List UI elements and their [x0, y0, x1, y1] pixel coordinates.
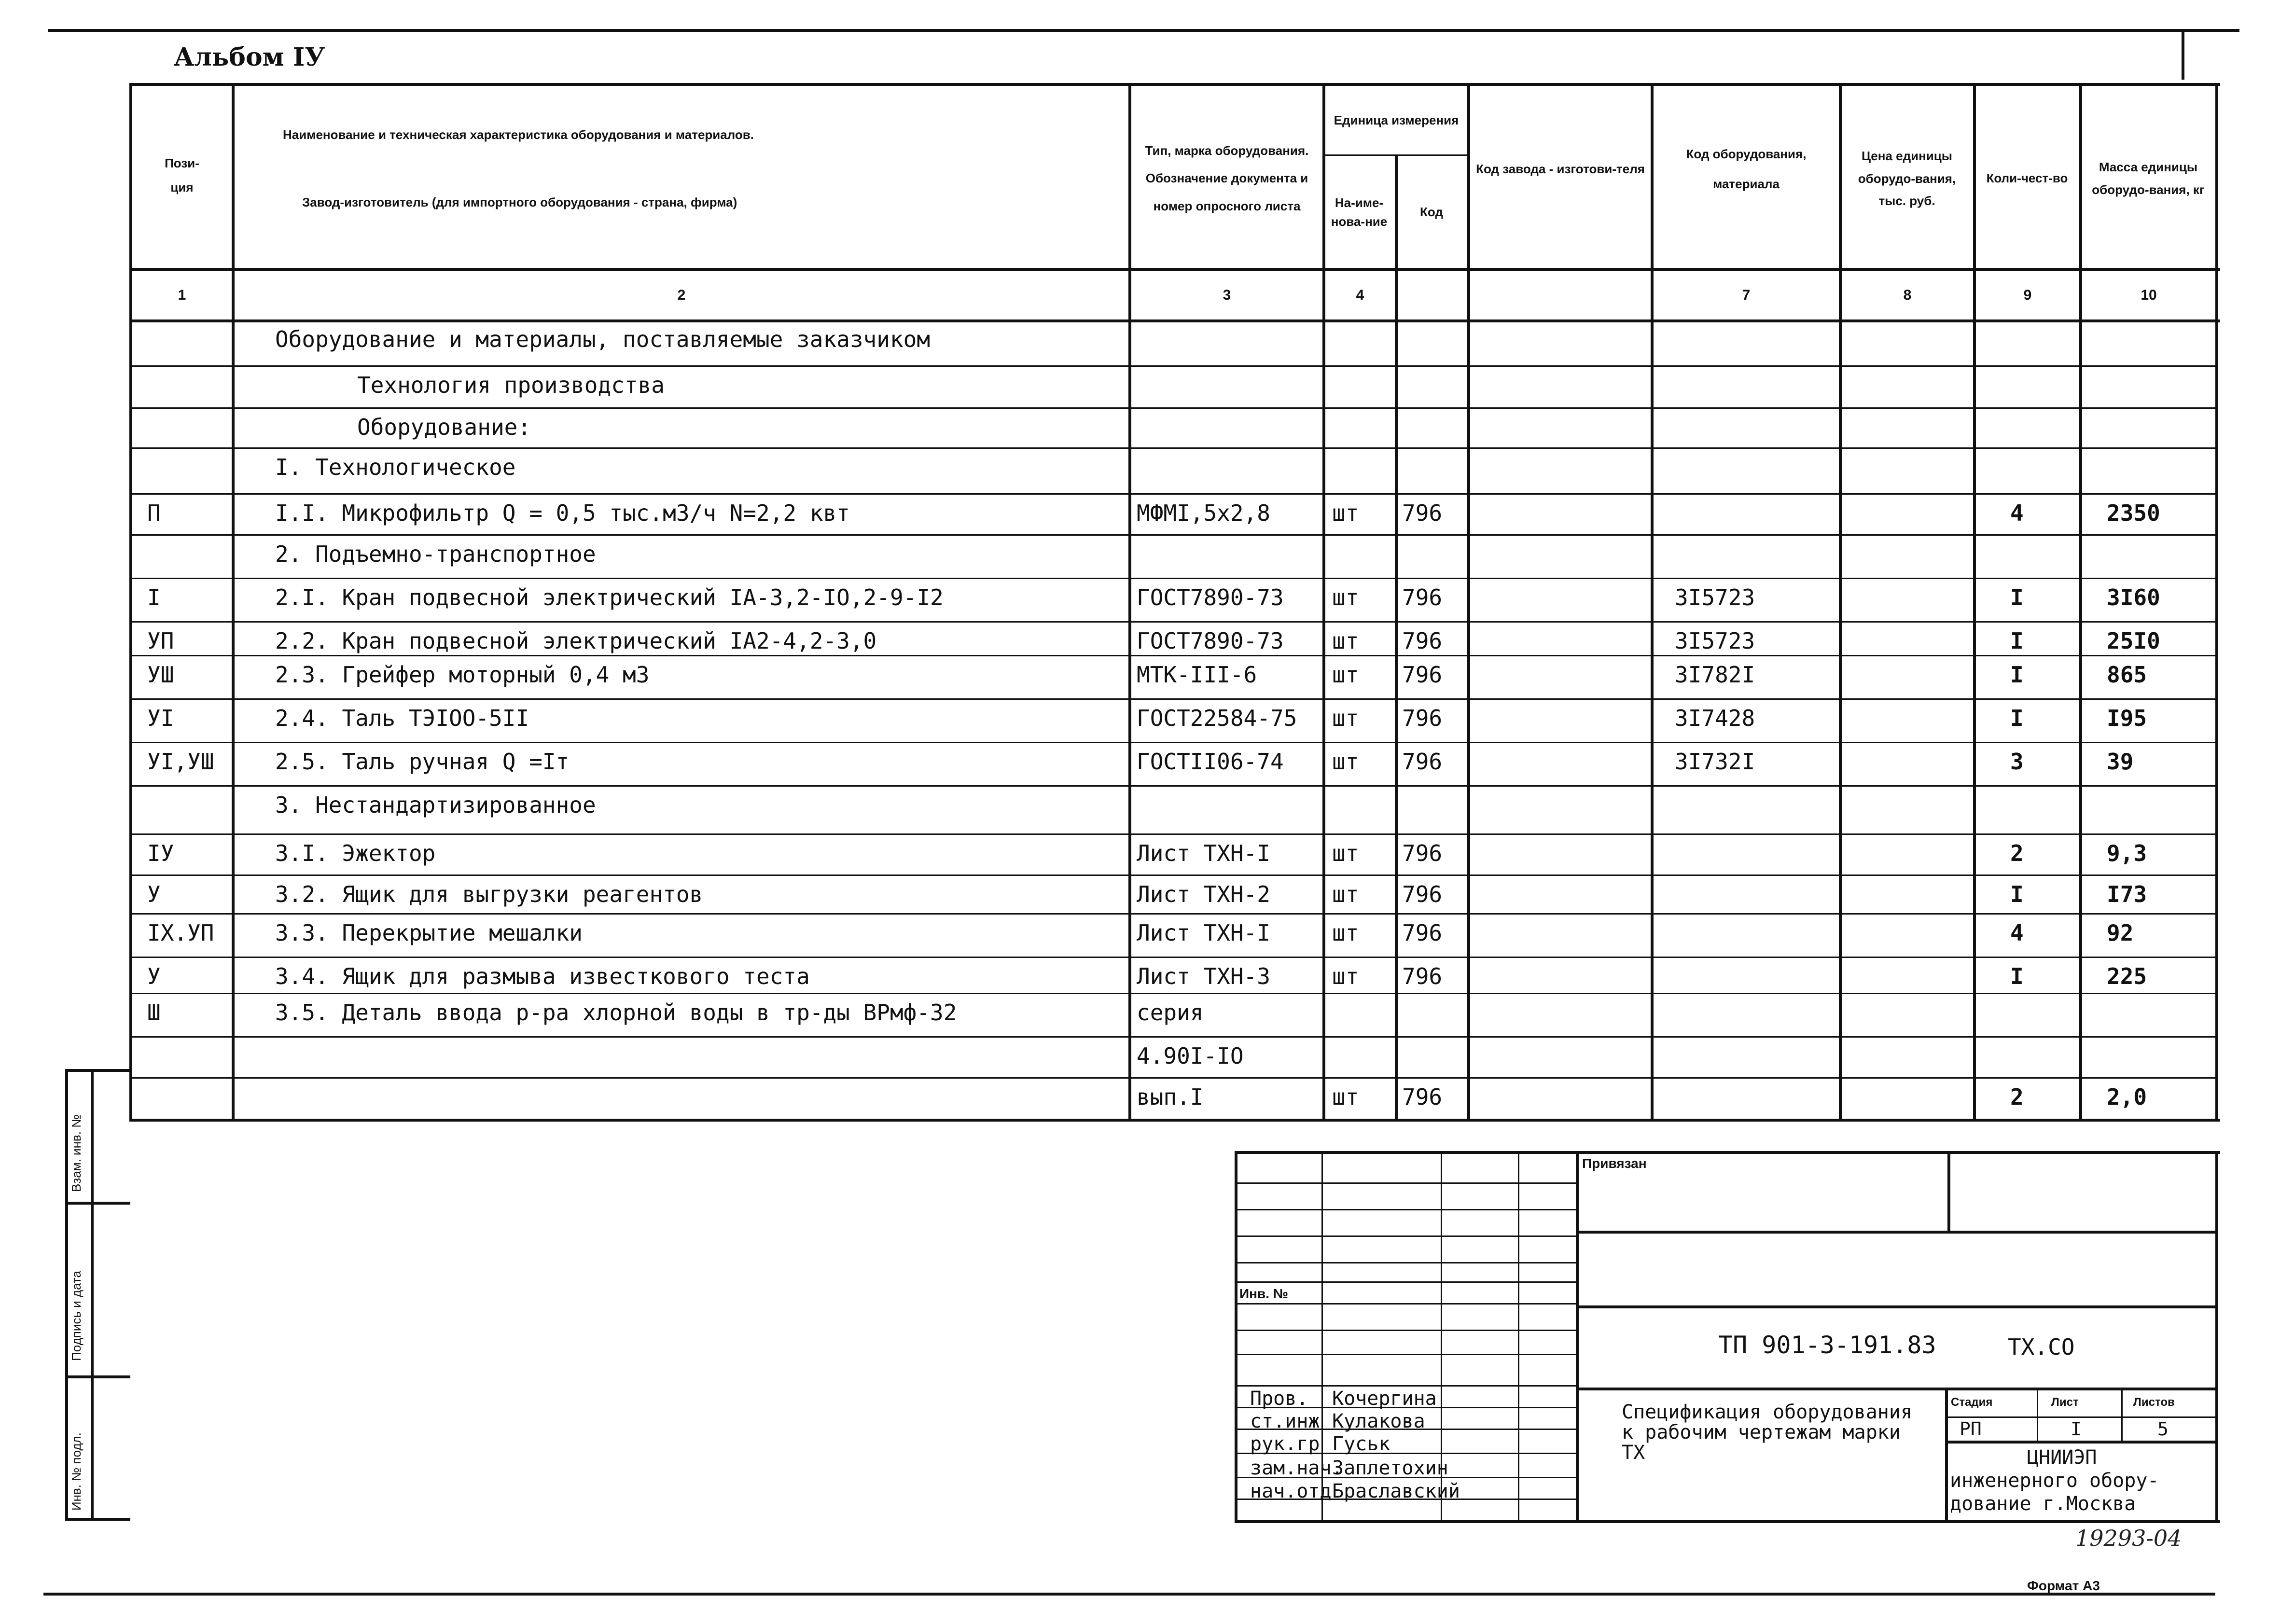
cell-code: 796: [1402, 1084, 1443, 1110]
cell-type: МТК-III-6: [1137, 662, 1257, 688]
cell-mass: 39: [2107, 749, 2134, 775]
tb-grid-line: [1235, 1235, 1576, 1237]
col-line-7: [1839, 83, 1842, 1121]
cell-name: Оборудование:: [357, 414, 531, 440]
header-unit-name: На-име-нова-ние: [1331, 195, 1388, 229]
cell-mass: 225: [2107, 963, 2147, 989]
tb-grid-v3: [1518, 1151, 1519, 1523]
cell-code: 796: [1402, 705, 1443, 731]
top-border: [48, 29, 2239, 32]
tb-left: [1235, 1151, 1237, 1523]
cell-eqcode: 3I5723: [1675, 584, 1755, 611]
cell-code: 796: [1402, 963, 1443, 989]
cell-pos: IУ: [147, 840, 174, 866]
table-top: [129, 83, 2220, 86]
cell-code: 796: [1402, 920, 1443, 946]
cell-code: 796: [1402, 662, 1443, 688]
row-line: [129, 1077, 2217, 1079]
handwritten-number: 19293-04: [2075, 1525, 2182, 1551]
row-line: [129, 742, 2217, 743]
cell-name: 2.5. Таль ручная Q =Iт: [275, 749, 570, 775]
cell-qty: 3: [2010, 749, 2024, 775]
cell-qty: I: [2010, 881, 2024, 907]
side-label-inv-podl: Инв. № подл.: [69, 1432, 83, 1511]
header-equipment-code: Код оборудования, материала: [1686, 146, 1807, 191]
row-line: [129, 993, 2217, 994]
side-label-vzam: Взам. инв. №: [69, 1114, 83, 1192]
privyazan-label: Привязан: [1582, 1156, 1647, 1171]
cell-pos: Ш: [147, 999, 161, 1026]
row-line: [129, 913, 2217, 915]
doc-description: Спецификация оборудования к рабочим чертежам марки ТХ: [1622, 1401, 1913, 1464]
cell-type: МФМI,5х2,8: [1137, 500, 1270, 526]
side-label-podpis: Подпись и дата: [69, 1270, 83, 1361]
cell-unit: шт: [1332, 705, 1359, 731]
header-bottom: [129, 268, 2220, 271]
corner-box-left: [2182, 29, 2184, 80]
cell-pos: УI: [147, 705, 174, 731]
colnum-2: 2: [677, 287, 686, 303]
cell-name: 2.I. Кран подвесной электрический IA-3,2-IO,2-9-I2: [275, 584, 944, 611]
cell-code: 796: [1402, 628, 1443, 654]
person-role: ст.инж: [1250, 1410, 1320, 1432]
album-title: Альбом IУ: [174, 42, 325, 72]
header-unit-group: Единица измерения: [1334, 113, 1459, 128]
cell-type: Лист ТХН-3: [1137, 963, 1270, 989]
cell-qty: I: [2010, 584, 2024, 611]
colnum-9: 9: [2023, 287, 2032, 303]
tb-bottom: [1235, 1520, 2220, 1523]
col-line-2: [1128, 83, 1131, 1121]
cell-code: 796: [1402, 749, 1443, 775]
cell-name: I.I. Микрофильтр Q = 0,5 тыс.м3/ч N=2,2 квт: [275, 500, 850, 526]
tb-privyazan-bottom: [1576, 1231, 2218, 1234]
sheets-value: 5: [2157, 1418, 2169, 1440]
cell-pos: У: [147, 963, 161, 989]
cell-mass: 2350: [2107, 500, 2160, 526]
tb-stage-div2: [2121, 1388, 2123, 1441]
cell-code: 796: [1402, 840, 1443, 866]
col-line-6: [1651, 83, 1654, 1121]
cell-unit: шт: [1332, 1084, 1359, 1110]
cell-name: 2. Подъемно-транспортное: [275, 541, 596, 567]
side-strip-mid: [91, 1069, 94, 1520]
cell-qty: 4: [2010, 920, 2024, 946]
person-name: Кочергина: [1332, 1388, 1437, 1410]
cell-name: 3.I. Эжектор: [275, 840, 436, 866]
cell-type: серия: [1137, 999, 1204, 1026]
cell-name: 2.2. Кран подвесной электрический IA2-4,2-3,0: [275, 628, 877, 654]
tb-stage-mid: [1945, 1416, 2218, 1418]
cell-name: Технология производства: [357, 372, 665, 398]
org-line-2: инженерного обору-: [1950, 1470, 2159, 1492]
row-line: [129, 874, 2217, 876]
row-line: [129, 957, 2217, 958]
tb-privyazan-divider: [1947, 1151, 1950, 1231]
cell-unit: шт: [1332, 662, 1359, 688]
cell-code: 796: [1402, 500, 1443, 526]
cell-type: ГОСТ22584-75: [1137, 705, 1297, 731]
cell-qty: 2: [2010, 840, 2024, 866]
colnum-3: 3: [1223, 287, 1231, 303]
row-line: [129, 534, 2217, 536]
cell-eqcode: 3I782I: [1675, 662, 1755, 688]
cell-name: 3.4. Ящик для размыва известкового теста: [275, 963, 810, 989]
tb-grid-line: [1235, 1303, 1576, 1305]
header-type: Тип, марка оборудования. Обозначение документа и номер опросного листа: [1145, 143, 1309, 213]
person-role: рук.гр: [1250, 1433, 1320, 1455]
person-name: Гуськ: [1332, 1433, 1390, 1455]
tb-grid-line: [1235, 1330, 1576, 1331]
cell-code: 796: [1402, 881, 1443, 907]
cell-name: 2.3. Грейфер моторный 0,4 м3: [275, 662, 650, 688]
cell-mass: 2,0: [2107, 1084, 2147, 1110]
colnum-4: 4: [1356, 287, 1364, 303]
tb-grid-line: [1235, 1209, 1576, 1210]
cell-qty: I: [2010, 963, 2024, 989]
colnum-1: 1: [178, 287, 186, 303]
row-line: [129, 698, 2217, 700]
cell-mass: I95: [2107, 705, 2147, 731]
cell-eqcode: 3I732I: [1675, 749, 1755, 775]
tb-divider: [1576, 1151, 1579, 1523]
tb-code-top: [1576, 1305, 2218, 1308]
cell-type: Лист ТХН-I: [1137, 920, 1270, 946]
colnum-10: 10: [2141, 287, 2157, 303]
row-line: [129, 621, 2217, 623]
cell-unit: шт: [1332, 749, 1359, 775]
tb-grid-line: [1235, 1281, 1576, 1283]
doc-suffix: ТХ.СО: [2008, 1334, 2075, 1360]
cell-unit: шт: [1332, 920, 1359, 946]
person-role: Пров.: [1250, 1388, 1308, 1410]
cell-mass: I73: [2107, 881, 2147, 907]
cell-pos: I: [147, 584, 161, 611]
cell-pos: IX.УП: [147, 920, 214, 946]
tb-stage-left: [1945, 1388, 1948, 1520]
cell-type: вып.I: [1137, 1084, 1204, 1110]
doc-code: ТП 901-3-191.83: [1718, 1331, 1936, 1359]
side-strip-left: [65, 1069, 68, 1520]
colnum-bottom: [129, 319, 2220, 322]
header-price: Цена единицы оборудо-вания, тыс. руб.: [1858, 148, 1956, 208]
header-unit-code: Код: [1420, 205, 1443, 220]
row-line: [129, 785, 2217, 787]
row-line: [129, 1036, 2217, 1038]
cell-type: ГОСТ7890-73: [1137, 584, 1284, 611]
colnum-8: 8: [1903, 287, 1912, 303]
org-line-3: дование г.Москва: [1950, 1493, 2136, 1515]
col-line-1: [232, 83, 235, 1121]
cell-mass: 92: [2107, 920, 2134, 946]
cell-qty: I: [2010, 628, 2024, 654]
cell-pos: П: [147, 500, 161, 526]
cell-unit: шт: [1332, 584, 1359, 611]
person-role: зам.нач.: [1250, 1457, 1343, 1479]
header-name: Наименование и техническая характеристика оборудования и материалов.: [283, 127, 754, 142]
side-strip-top: [65, 1069, 130, 1072]
row-line: [129, 407, 2217, 409]
cell-type: Лист ТХН-I: [1137, 840, 1270, 866]
cell-name: I. Технологическое: [275, 454, 516, 480]
table-bottom: [129, 1119, 2220, 1122]
cell-type: 4.90I-IO: [1137, 1043, 1244, 1069]
cell-eqcode: 3I5723: [1675, 628, 1755, 654]
tb-grid-line: [1235, 1354, 1576, 1355]
cell-type: Лист ТХН-2: [1137, 881, 1270, 907]
cell-unit: шт: [1332, 881, 1359, 907]
cell-unit: шт: [1332, 840, 1359, 866]
row-line: [129, 578, 2217, 579]
cell-pos: У: [147, 881, 161, 907]
cell-qty: 2: [2010, 1084, 2024, 1110]
bottom-border: [43, 1593, 2215, 1596]
header-position: Пози- ция: [165, 156, 199, 194]
cell-code: 796: [1402, 584, 1443, 611]
tb-right: [2215, 1151, 2218, 1523]
row-line: [129, 365, 2217, 367]
org-line-1: ЦНИИЭП: [2027, 1446, 2097, 1469]
col-line-5: [1467, 83, 1470, 1121]
cell-type: ГОСТII06-74: [1137, 749, 1284, 775]
cell-mass: 25I0: [2107, 628, 2160, 654]
cell-mass: 9,3: [2107, 840, 2147, 866]
row-line: [129, 833, 2217, 835]
cell-unit: шт: [1332, 500, 1359, 526]
tb-stage-div1: [2037, 1388, 2038, 1441]
side-strip-sep1: [65, 1202, 130, 1205]
side-strip-sep2: [65, 1375, 130, 1378]
cell-mass: 865: [2107, 662, 2147, 688]
format-label: Формат А3: [2027, 1578, 2100, 1593]
person-name: Браславский: [1332, 1480, 1460, 1502]
cell-name: 3.3. Перекрытие мешалки: [275, 920, 583, 946]
cell-qty: I: [2010, 705, 2024, 731]
person-name: Заплетохин: [1332, 1457, 1448, 1479]
tb-grid-line: [1235, 1262, 1576, 1263]
colnum-7: 7: [1742, 287, 1751, 303]
cell-name: Оборудование и материалы, поставляемые заказчиком: [275, 326, 931, 352]
side-strip-bottom: [65, 1518, 130, 1521]
person-role: нач.отд: [1250, 1480, 1332, 1502]
col-line-4: [1395, 154, 1398, 1120]
inv-no-label: Инв. №: [1239, 1286, 1289, 1301]
cell-type: ГОСТ7890-73: [1137, 628, 1284, 654]
cell-name: 3.2. Ящик для выгрузки реагентов: [275, 881, 703, 907]
cell-pos: УП: [147, 628, 174, 654]
cell-name: 2.4. Таль ТЭIОО-5II: [275, 705, 529, 731]
row-line: [129, 655, 2217, 656]
tb-grid-line: [1235, 1182, 1576, 1184]
header-manufacturer: Завод-изготовитель (для импортного оборудования - страна, фирма): [302, 195, 737, 210]
sheet-value: I: [2071, 1418, 2082, 1440]
sheets-label: Листов: [2133, 1396, 2175, 1409]
cell-qty: I: [2010, 662, 2024, 688]
cell-unit: шт: [1332, 628, 1359, 654]
header-quantity: Коли-чест-во: [1986, 171, 2068, 186]
stage-value: РП: [1960, 1418, 1982, 1440]
cell-pos: УШ: [147, 662, 174, 688]
tb-grid-line: [1235, 1385, 1576, 1387]
row-line: [129, 493, 2217, 495]
tb-top: [1235, 1151, 2220, 1154]
row-line: [129, 447, 2217, 449]
header-mass: Масса единицы оборудо-вания, кг: [2092, 160, 2205, 197]
header-plant-code: Код завода - изготови-теля: [1476, 161, 1645, 176]
tb-stage-bottom: [1945, 1441, 2218, 1444]
cell-eqcode: 3I7428: [1675, 705, 1755, 731]
col-line-10: [2215, 83, 2218, 1121]
cell-name: 3. Нестандартизированное: [275, 792, 596, 818]
stage-label: Стадия: [1951, 1396, 1993, 1409]
cell-unit: шт: [1332, 963, 1359, 989]
cell-qty: 4: [2010, 500, 2024, 526]
cell-mass: 3I60: [2107, 584, 2160, 611]
col-line-9: [2079, 83, 2082, 1121]
cell-name: 3.5. Деталь ввода р-ра хлорной воды в тр-ды ВРмф-32: [275, 999, 957, 1026]
person-name: Кулакова: [1332, 1410, 1425, 1432]
cell-pos: УI,УШ: [147, 749, 214, 775]
col-line-8: [1973, 83, 1976, 1121]
sheet-label: Лист: [2051, 1396, 2079, 1409]
